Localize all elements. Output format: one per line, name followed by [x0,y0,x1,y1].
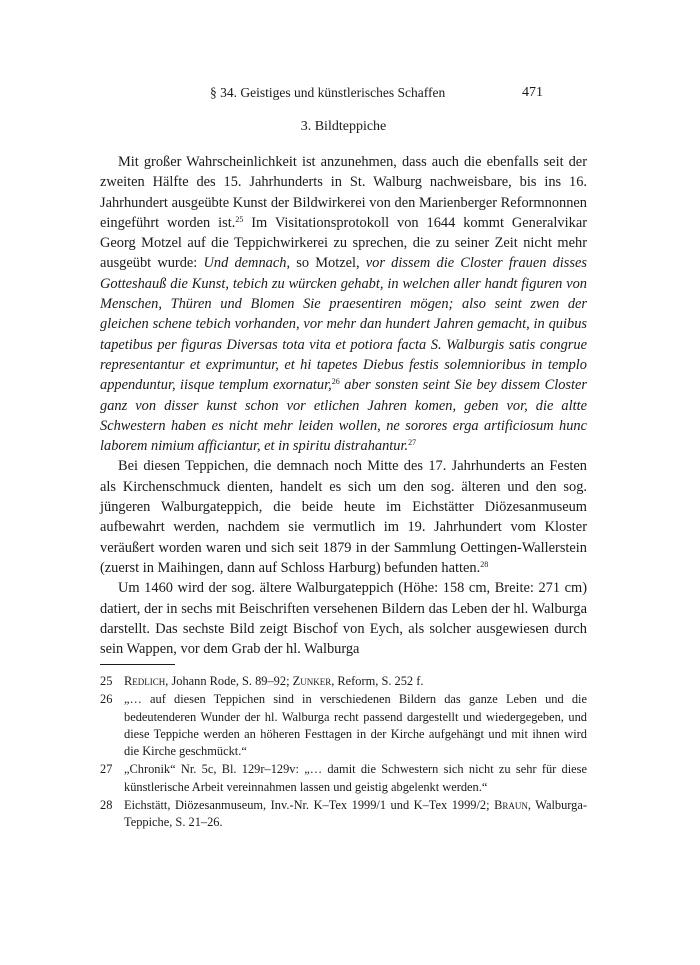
author-braun: Braun [494,798,528,813]
footnote-ref-26: 26 [331,377,340,387]
running-title: § 34. Geistiges und künstlerisches Schaffen [210,85,446,100]
footnotes [100,673,587,833]
footnote-25 [100,673,587,690]
footnote-28 [100,797,587,832]
footnote-number: 28 [100,798,113,813]
p1-sentence-3: , so Motzel, [286,255,366,272]
footnote-27 [100,761,587,796]
p1-quote-1: Und demnach [203,255,287,272]
p3-text: Um 1460 wird der sog. ältere Walburgateppich (Höhe: 158 cm, Breite: 271 cm) datiert, der in sechs mit Beischriften versehenen Bildern das Leben der hl. Walburga darstellt. Das sechste Bild zeigt Bischof von Eych, als solcher ausgewiesen durch sein Wappen, vor dem Grab der hl. Walburga [100,580,587,658]
p1-sentence-1: Mit großer Wahrscheinlichkeit ist anzunehmen, dass auch die ebenfalls seit der zweiten Hälfte des 15. Jahrhunderts in St. Walburg nachweisbare, bis ins 16. Jahrhundert ausgeübte Kunst der Bildwirkerei von den Marienberger Reformnonnen eingeführt worden ist. [100,154,587,231]
footnote-segment: Eichstätt, Diözesanmuseum, Inv.-Nr. K–Tex 1999/1 und K–Tex 1999/2; [124,798,495,813]
footnote-segment: , Johann Rode, S. 89–92; [165,674,293,688]
footnote-ref-27: 27 [408,438,417,448]
footnote-ref-25: 25 [235,214,244,224]
footnote-segment: , Reform, S. 252 f. [331,674,424,688]
paragraph-2 [100,456,587,578]
p2-text: Bei diesen Teppichen, die demnach noch Mitte des 17. Jahrhunderts an Festen als Kirchenschmuck dienten, handelt es sich um den sog. älteren und den sog. jüngeren Walburgateppich, die beide heute im Eichstätter Diözesanmuseum aufbewahrt werden, nachdem sie vermutlich im 19. Jahrhundert vom Kloster veräußert worden waren und sich seit 1879 in der Sammlung Oettingen-Wallerstein (zuerst in Maihingen, dann auf Schloss Harburg) befunden hatten. [100,458,587,576]
paragraph-3 [100,578,587,659]
author-zunker: Zunker [292,674,332,688]
p1-quote-3: aber sonsten seint Sie bey dissem Closter ganz von disser kunst schon vor etlichen Jahren komen, geben vor, die altte Schwestern haben es nicht mehr leiden wollen, ne sorores erga artificiosum hunc laborem nimium afficiantur, et in spiritu distrahantur. [100,377,587,455]
footnote-ref-28: 28 [480,559,489,569]
paragraph-1 [100,152,587,456]
footnote-26 [100,691,587,760]
main-text [100,152,587,659]
footnote-text: „… auf diesen Teppichen sind in verschiedenen Bildern das ganze Leben und die bedeutenderen Wunder der hl. Walburga recht passend dargestellt und wiedergegeben, und diese Teppiche werden an höheren Festtagen in der Kirche aufgehängt und mit ihnen wird die Kirche geschmückt.“ [124,692,587,759]
section-title: 3. Bildteppiche [300,119,387,134]
p1-sentence-2: Im Visitationsprotokoll von 1644 kommt Generalvikar Georg Motzel auf die Teppichwirkerei zu sprechen, die zu seiner Zeit nicht mehr ausgeübt wurde: [100,214,587,272]
footnote-number: 27 [100,762,113,777]
footnote-segment: , Walburga-Teppiche, S. 21–26. [124,798,587,830]
footnote-text [124,673,587,690]
footnote-separator [100,664,175,665]
p1-quote-2: vor dissem die Closter frauen disses Gotteshauß die Kunst, tebich zu würcken gehabt, in welchen aller handt figuren von Menschen, Thüren und Blomen Sie praesentiren mögen; also seint zwen der gleichen schene tebich vorhanden, vor mehr dan hundert Jahren gemacht, in quibus tapetibus per figuras Diversas tota vita et potiora facta S. Walburgis satis congrue representantur et exprimuntur, et hi tapetes Diebus festis solemnioribus in templo appenduntur, iisque templum exornatur, [100,255,587,394]
footnote-number: 25 [100,674,113,688]
author-redlich: Redlich [124,674,166,688]
footnote-text [124,797,587,832]
footnote-number: 26 [100,692,113,707]
footnote-text: „Chronik“ Nr. 5c, Bl. 129r–129v: „… damit die Schwestern sich nicht zu sehr für diese künstlerische Arbeit vereinnahmen lassen und geistig abgelenkt werden.“ [124,762,587,794]
page-number: 471 [522,85,543,100]
